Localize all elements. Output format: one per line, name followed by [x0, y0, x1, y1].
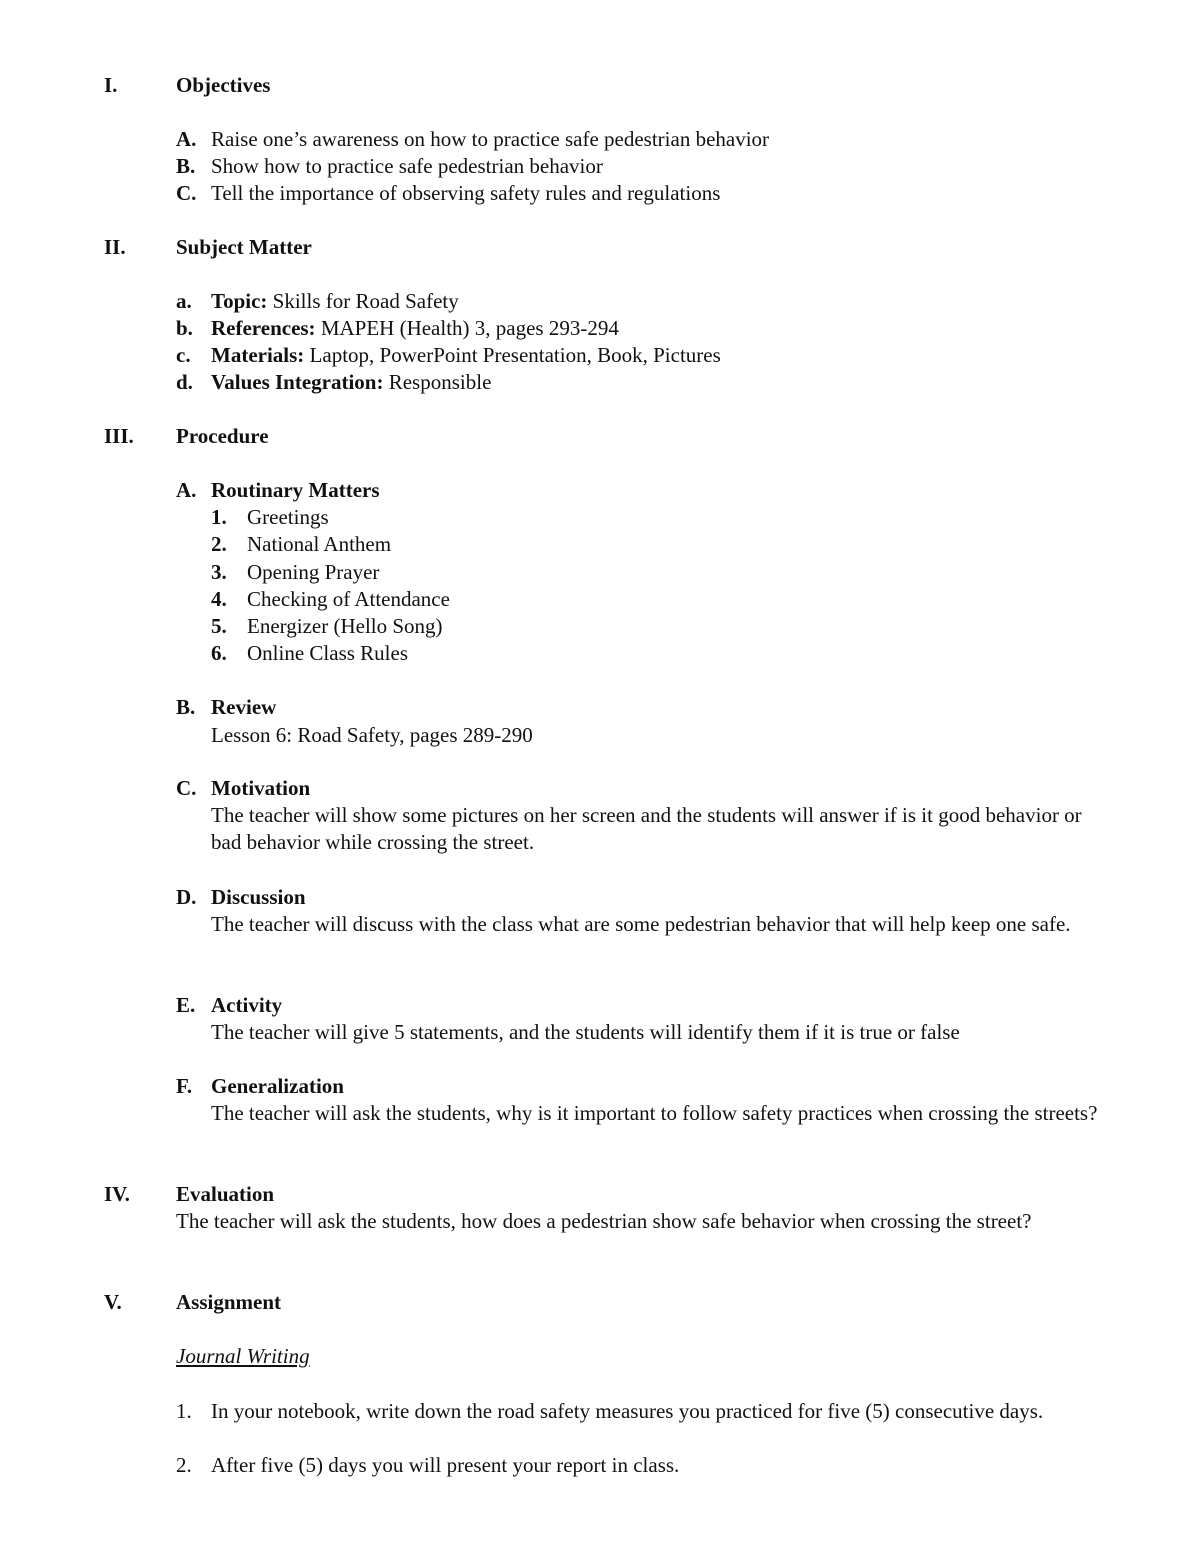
subject-item-topic	[211, 288, 459, 315]
motivation-text: The teacher will show some pictures on her screen and the students will answer if is it good behavior or bad behavior while crossing the street.	[211, 803, 1082, 854]
item-value: Responsible	[383, 370, 492, 394]
section-numeral: V.	[104, 1290, 122, 1314]
list-marker: a.	[176, 289, 192, 313]
list-marker: 1.	[176, 1399, 192, 1423]
list-marker: 6.	[211, 641, 227, 665]
section-heading-objectives: Objectives	[176, 73, 271, 97]
review-text: Lesson 6: Road Safety, pages 289-290	[211, 723, 533, 747]
subheading-activity: Activity	[211, 993, 283, 1017]
objective-item: Show how to practice safe pedestrian behavior	[211, 154, 603, 178]
list-marker: 2.	[211, 532, 227, 556]
item-value: MAPEH (Health) 3, pages 293-294	[315, 316, 619, 340]
section-numeral: I.	[104, 73, 118, 97]
routine-item: Checking of Attendance	[247, 587, 450, 611]
list-marker: b.	[176, 316, 193, 340]
assignment-subtitle: Journal Writing	[176, 1344, 310, 1368]
subject-item-values	[211, 369, 491, 396]
list-marker: 1.	[211, 505, 227, 529]
routine-item: Energizer (Hello Song)	[247, 614, 443, 638]
section-heading-assignment: Assignment	[176, 1290, 282, 1314]
list-marker: E.	[176, 993, 196, 1017]
item-label: Topic:	[211, 289, 268, 313]
subheading-generalization: Generalization	[211, 1074, 344, 1098]
generalization-text: The teacher will ask the students, why is it important to follow safety practices when crossing the streets?	[211, 1101, 1098, 1125]
list-marker: 5.	[211, 614, 227, 638]
routine-item: Greetings	[247, 505, 329, 529]
objective-item: Raise one’s awareness on how to practice safe pedestrian behavior	[211, 127, 770, 151]
routine-item: Opening Prayer	[247, 560, 380, 584]
assignment-item: After five (5) days you will present your report in class.	[211, 1453, 680, 1477]
assignment-item: In your notebook, write down the road safety measures you practiced for five (5) consecutive days.	[211, 1399, 1044, 1423]
list-marker: B.	[176, 695, 196, 719]
activity-text: The teacher will give 5 statements, and the students will identify them if it is true or false	[211, 1020, 960, 1044]
routine-item: National Anthem	[247, 532, 392, 556]
subheading-discussion: Discussion	[211, 885, 306, 909]
list-marker: B.	[176, 154, 196, 178]
section-heading-subject-matter: Subject Matter	[176, 235, 312, 259]
item-label: Values Integration:	[211, 370, 384, 394]
subject-item-references	[211, 315, 619, 342]
list-marker: A.	[176, 127, 197, 151]
section-numeral: IV.	[104, 1182, 130, 1206]
section-numeral: II.	[104, 235, 126, 259]
evaluation-text: The teacher will ask the students, how does a pedestrian show safe behavior when crossing the street?	[176, 1209, 1032, 1233]
list-marker: c.	[176, 343, 191, 367]
subheading-review: Review	[211, 695, 277, 719]
list-marker: d.	[176, 370, 193, 394]
subheading-motivation: Motivation	[211, 776, 311, 800]
list-marker: 3.	[211, 560, 227, 584]
list-marker: C.	[176, 776, 197, 800]
section-numeral: III.	[104, 424, 134, 448]
list-marker: C.	[176, 181, 197, 205]
section-heading-evaluation: Evaluation	[176, 1182, 275, 1206]
list-marker: 2.	[176, 1453, 192, 1477]
discussion-text: The teacher will discuss with the class what are some pedestrian behavior that will help keep one safe.	[211, 912, 1071, 936]
item-label: Materials:	[211, 343, 305, 367]
subject-item-materials	[211, 342, 721, 369]
list-marker: D.	[176, 885, 197, 909]
objective-item: Tell the importance of observing safety rules and regulations	[211, 181, 721, 205]
routine-item: Online Class Rules	[247, 641, 408, 665]
list-marker: A.	[176, 478, 197, 502]
item-value: Laptop, PowerPoint Presentation, Book, Pictures	[304, 343, 721, 367]
item-label: References:	[211, 316, 316, 340]
list-marker: F.	[176, 1074, 193, 1098]
subheading-routinary-matters: Routinary Matters	[211, 478, 380, 502]
item-value: Skills for Road Safety	[267, 289, 459, 313]
list-marker: 4.	[211, 587, 227, 611]
section-heading-procedure: Procedure	[176, 424, 269, 448]
